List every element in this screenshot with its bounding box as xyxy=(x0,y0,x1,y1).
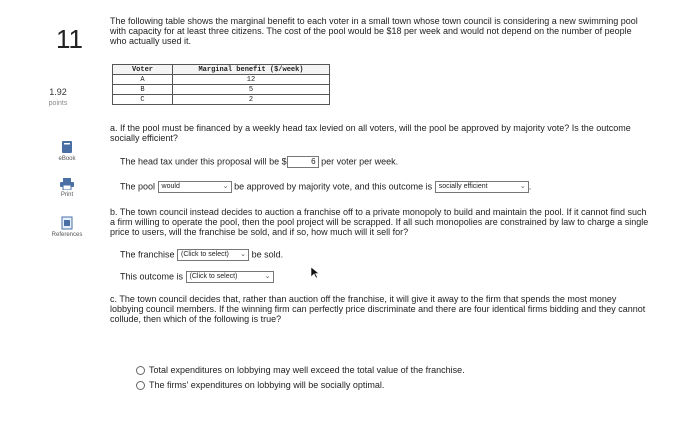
franchise-suffix: be sold. xyxy=(251,249,284,260)
table-cell: B xyxy=(113,85,173,95)
pool-middle-text: be approved by majority vote, and this outcome is xyxy=(234,181,433,192)
chevron-down-icon: ⌄ xyxy=(240,251,247,258)
table-cell: 12 xyxy=(173,75,330,85)
marginal-benefit-table xyxy=(112,64,330,105)
table-row xyxy=(113,95,330,105)
references-link[interactable] xyxy=(42,216,92,238)
franchise-sold-select[interactable] xyxy=(177,249,249,261)
table-cell: 2 xyxy=(173,95,330,105)
printer-icon xyxy=(60,178,74,190)
points-box xyxy=(42,86,74,110)
points-value: 1.92 xyxy=(49,87,67,97)
table-row xyxy=(113,85,330,95)
table-cell: A xyxy=(113,75,173,85)
table-row xyxy=(113,75,330,85)
table-cell: 5 xyxy=(173,85,330,95)
chevron-down-icon: ⌄ xyxy=(264,273,271,280)
table-header-voter: Voter xyxy=(113,65,173,75)
ebook-link[interactable] xyxy=(42,140,92,162)
head-tax-prefix: The head tax under this proposal will be $ xyxy=(120,156,287,167)
outcome-prefix: This outcome is xyxy=(120,271,184,282)
outcome-efficiency-select[interactable] xyxy=(435,181,529,193)
part-b-line1 xyxy=(120,249,620,261)
chevron-down-icon: ⌄ xyxy=(222,183,229,190)
option-2-label: The firms' expenditures on lobbying will be socially optimal. xyxy=(149,380,385,390)
part-b-line2 xyxy=(120,271,620,283)
outcome-value: (Click to select) xyxy=(189,273,238,280)
ebook-label: eBook xyxy=(58,156,76,162)
part-c-question: c. The town council decides that, rather than auction off the franchise, it will give it away to the firm that spends the most money lobbying council members. If the winning firm can perfectly price discriminate and there are four identical firms bidding and they cannot collude, then which of the following is true? xyxy=(110,294,646,324)
references-icon xyxy=(61,216,73,230)
points-label: points xyxy=(48,100,68,107)
radio-button[interactable] xyxy=(136,381,145,390)
pool-prefix: The pool xyxy=(120,181,156,192)
pool-approval-select[interactable] xyxy=(158,181,232,193)
references-label: References xyxy=(51,232,83,238)
mouse-cursor-icon xyxy=(311,267,320,279)
pool-suffix: . xyxy=(528,181,532,192)
intro-text: The following table shows the marginal benefit to each voter in a small town whose town council is considering a new swimming pool with capacity for at least three citizens. The cost of the pool would be $18 per week and would not depend on the number of people who actually used it. xyxy=(110,16,638,46)
part-a-line1 xyxy=(120,156,620,168)
outcome-select[interactable] xyxy=(186,271,274,283)
option-1[interactable] xyxy=(136,365,636,375)
franchise-sold-value: (Click to select) xyxy=(181,251,229,258)
franchise-prefix: The franchise xyxy=(120,249,175,260)
part-a-question: a. If the pool must be financed by a weekly head tax levied on all voters, will the pool be approved by majority vote? Is the outcome socially efficient? xyxy=(110,123,631,143)
part-a-line2 xyxy=(120,181,680,193)
head-tax-input[interactable]: 6 xyxy=(287,156,319,168)
head-tax-suffix: per voter per week. xyxy=(321,156,399,167)
table-header-row xyxy=(113,65,330,75)
print-label: Print xyxy=(60,192,74,198)
pool-approval-value: would xyxy=(161,183,180,190)
print-link[interactable] xyxy=(42,178,92,198)
book-icon xyxy=(61,140,73,154)
radio-button[interactable] xyxy=(136,366,145,375)
option-1-label: Total expenditures on lobbying may well exceed the total value of the franchise. xyxy=(149,365,465,375)
option-2[interactable] xyxy=(136,380,636,390)
part-b-question: b. The town council instead decides to auction a franchise off to a private monopoly to build and maintain the pool. If it cannot find such a firm willing to operate the pool, then the pool project will be scrapped. If all such monopolies are constrained by law to charge a single price to users, will the franchise be sold, and if so, how much will it sell for? xyxy=(110,207,649,237)
table-cell: C xyxy=(113,95,173,105)
outcome-efficiency-value: socially efficient xyxy=(438,183,488,190)
table-header-benefit: Marginal benefit ($/week) xyxy=(173,65,330,75)
chevron-down-icon: ⌄ xyxy=(519,183,526,190)
question-number: 11 xyxy=(56,24,83,54)
